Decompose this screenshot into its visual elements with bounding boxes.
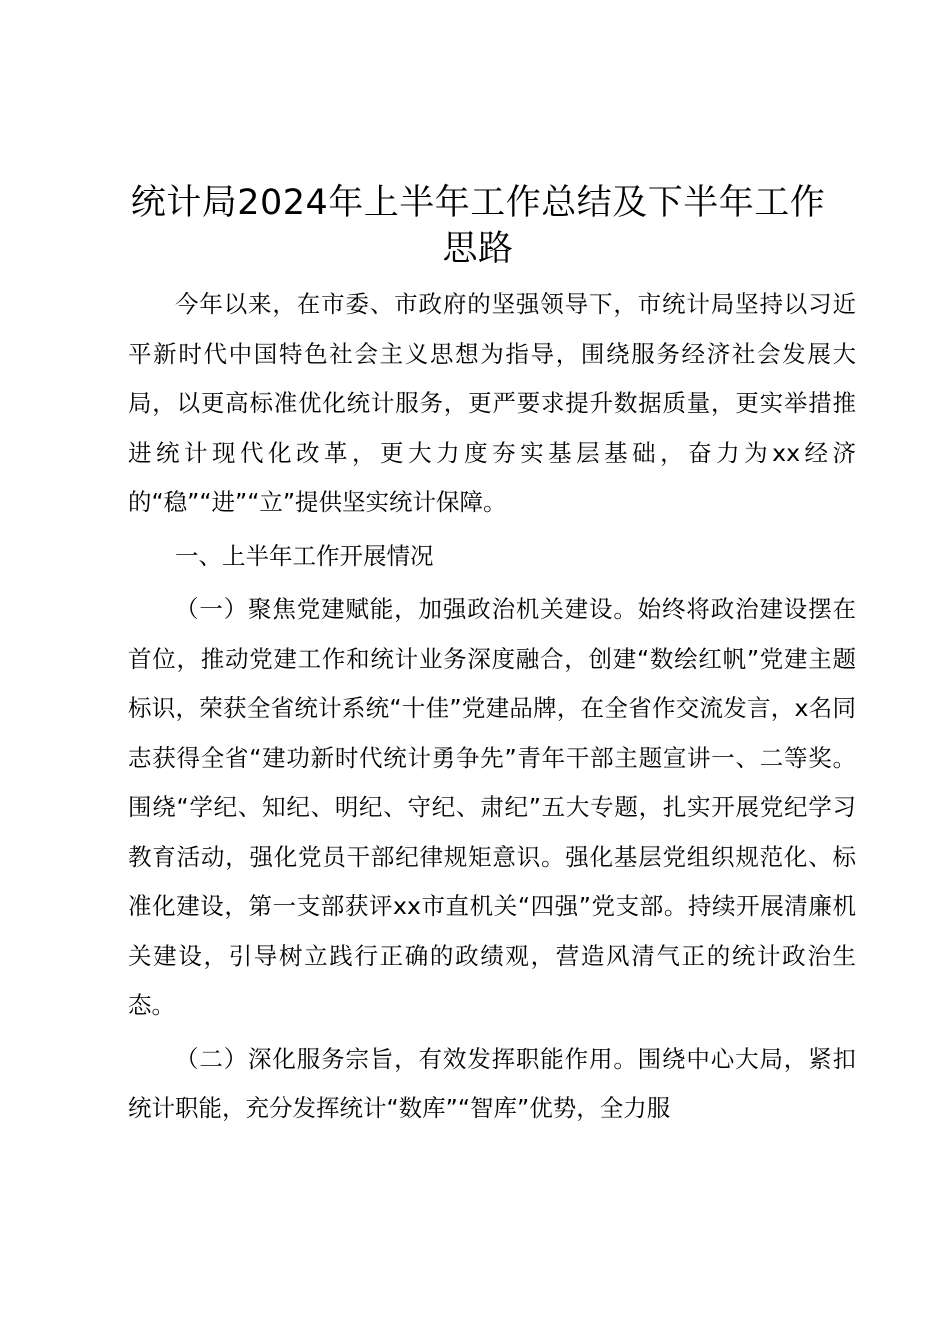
document-body	[128, 280, 856, 1134]
title-line-2: 思路	[442, 229, 514, 269]
section-heading: 一、上半年工作开展情况	[175, 541, 434, 570]
document-title	[120, 180, 836, 272]
section-two-paragraph: （二）深化服务宗旨，有效发挥职能作用。围绕中心大局，紧扣统计职能，充分发挥统计“数库”“智库”优势，全力服	[128, 1044, 856, 1122]
intro-paragraph: 今年以来，在市委、市政府的坚强领导下，市统计局坚持以习近平新时代中国特色社会主义思想为指导，围绕服务经济社会发展大局，以更高标准优化统计服务，更严要求提升数据质量，更实举措推进统计现代化改革，更大力度夯实基层基础，奋力为xx经济的“稳”“进”“立”提供坚实统计保障。	[128, 290, 856, 516]
title-line-1: 统计局2024年上半年工作总结及下半年工作	[130, 183, 826, 223]
section-one-paragraph: （一）聚焦党建赋能，加强政治机关建设。始终将政治建设摆在首位，推动党建工作和统计业务深度融合，创建“数绘红帆”党建主题标识，荣获全省统计系统“十佳”党建品牌，在全省作交流发言，x名同志获得全省“建功新时代统计勇争先”青年干部主题宣讲一、二等奖。围绕“学纪、知纪、明纪、守纪、肃纪”五大专题，扎实开展党纪学习教育活动，强化党员干部纪律规矩意识。强化基层党组织规范化、标准化建设，第一支部获评xx市直机关“四强”党支部。持续开展清廉机关建设，引导树立践行正确的政绩观，营造风清气正的统计政治生态。	[128, 595, 856, 1019]
